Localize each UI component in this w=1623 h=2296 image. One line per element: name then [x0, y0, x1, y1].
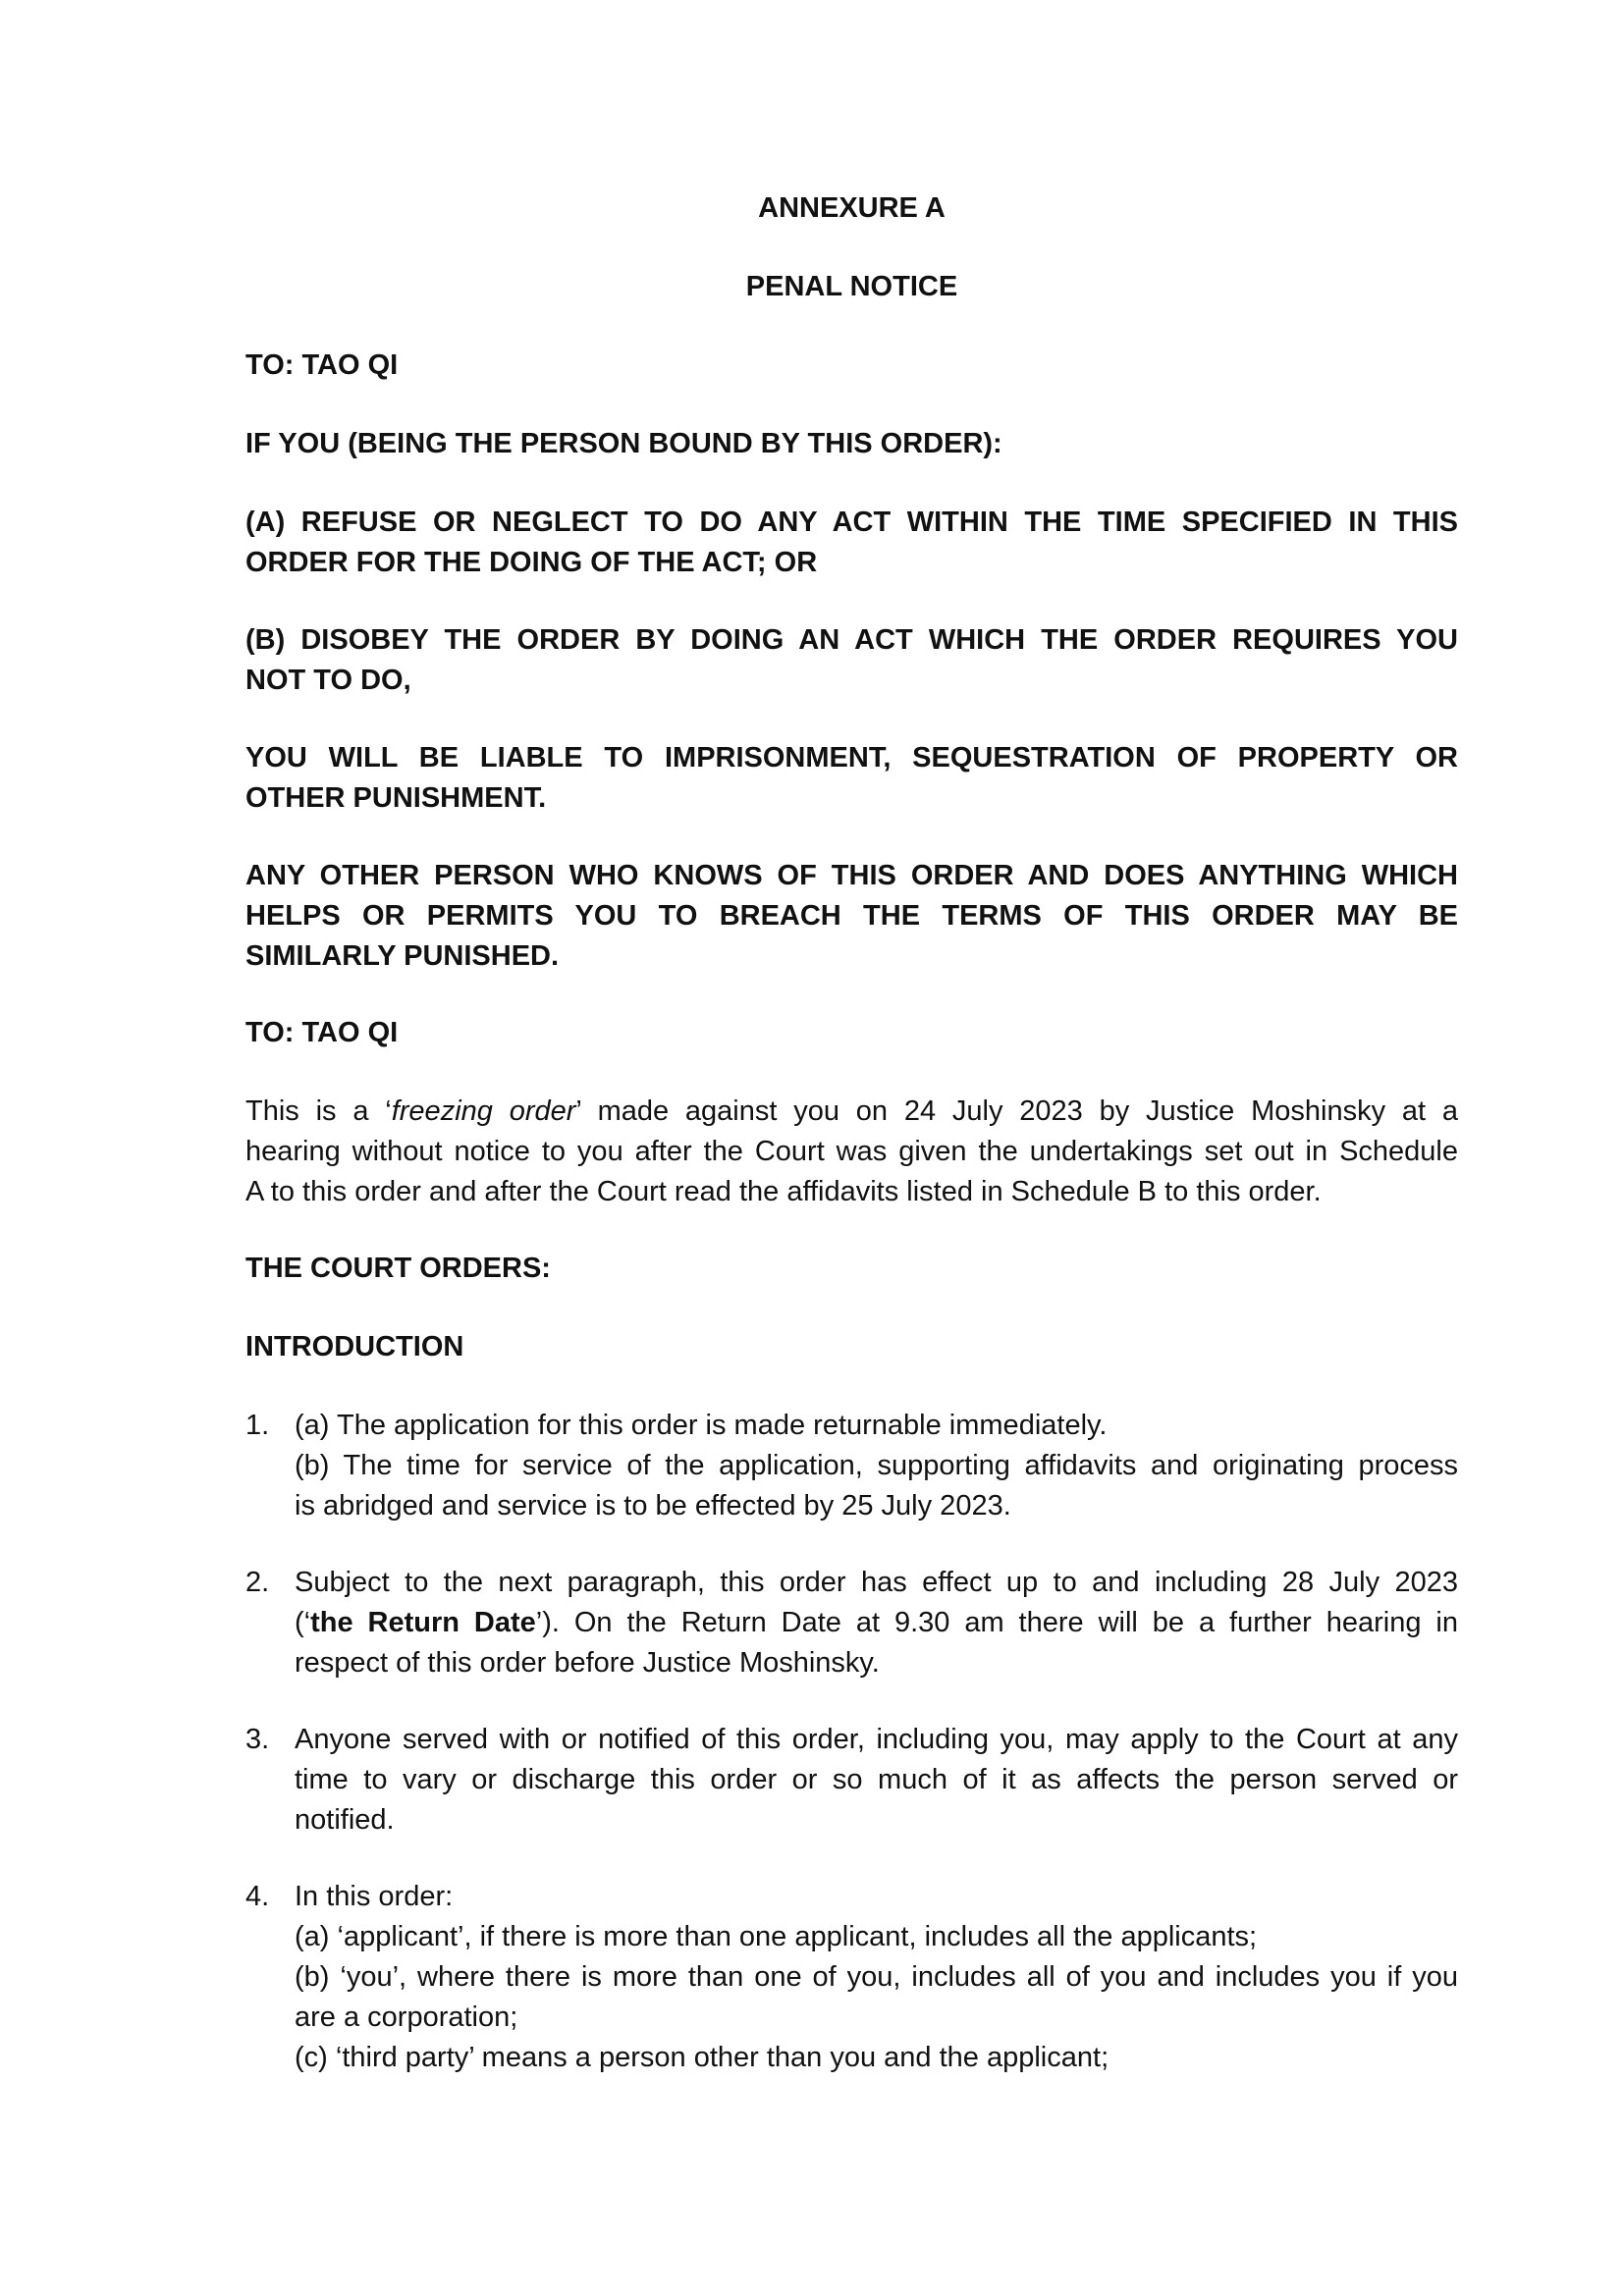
item-3-line-1: Anyone served with or notified of this order, including you, may apply to the Court at any — [295, 1724, 1458, 1755]
other-person-line-2: HELPS OR PERMITS YOU TO BREACH THE TERMS OF THIS ORDER MAY BE — [245, 900, 1458, 932]
court-orders-heading: THE COURT ORDERS: — [245, 1253, 551, 1284]
other-person-line-3: SIMILARLY PUNISHED. — [245, 940, 560, 972]
item-3-number: 3. — [245, 1724, 270, 1755]
item-2-line-3: respect of this order before Justice Moshinsky. — [295, 1647, 880, 1679]
clause-b — [245, 620, 1458, 701]
intro-paragraph — [245, 1092, 1458, 1212]
item-4-line-3: (b) ‘you’, where there is more than one of you, includes all of you and includes you if you — [295, 1961, 1458, 1993]
return-date-term: the Return Date — [310, 1607, 536, 1638]
liability-line-2: OTHER PUNISHMENT. — [245, 782, 547, 814]
freezing-order-term: freezing order — [391, 1095, 576, 1127]
clause-a-line-2: ORDER FOR THE DOING OF THE ACT; OR — [245, 547, 818, 578]
item-1-body — [295, 1406, 1458, 1526]
intro-line-1-pre: This is a ‘ — [245, 1095, 392, 1127]
item-1-line-2: (b) The time for service of the application, supporting affidavits and originating process — [295, 1450, 1458, 1481]
document-page — [245, 0, 1458, 2296]
item-1-line-1: (a) The application for this order is made returnable immediately. — [295, 1410, 1108, 1441]
item-2-number: 2. — [245, 1567, 270, 1598]
item-4-number: 4. — [245, 1881, 270, 1912]
item-4-line-4: are a corporation; — [295, 2002, 518, 2033]
to-line-first: TO: TAO QI — [245, 349, 399, 381]
item-1-line-3: is abridged and service is to be effected by 25 July 2023. — [295, 1490, 1011, 1522]
intro-line-1 — [245, 1092, 1458, 1132]
item-4-line-1: In this order: — [295, 1881, 454, 1912]
clause-a — [245, 503, 1458, 583]
item-3-line-2: time to vary or discharge this order or so much of it as affects the person served or — [295, 1764, 1458, 1795]
item-2-line-2-pre: (‘ — [295, 1607, 311, 1638]
annexure-title: ANNEXURE A — [758, 192, 946, 224]
item-4-line-2: (a) ‘applicant’, if there is more than one applicant, includes all the applicants; — [295, 1921, 1258, 1952]
clause-a-line-1: (A) REFUSE OR NEGLECT TO DO ANY ACT WITHIN THE TIME SPECIFIED IN THIS — [245, 507, 1458, 538]
other-person-line-1: ANY OTHER PERSON WHO KNOWS OF THIS ORDER AND DOES ANYTHING WHICH — [245, 860, 1458, 891]
liability-line-1: YOU WILL BE LIABLE TO IMPRISONMENT, SEQUESTRATION OF PROPERTY OR — [245, 742, 1458, 774]
item-2-body — [295, 1563, 1458, 1683]
item-3-line-3: notified. — [295, 1804, 395, 1836]
clause-b-line-2: NOT TO DO, — [245, 665, 411, 696]
to-line-second: TO: TAO QI — [245, 1017, 399, 1048]
intro-line-2: hearing without notice to you after the Court was given the undertakings set out in Schedule — [245, 1136, 1458, 1167]
item-3-body — [295, 1720, 1458, 1841]
item-2-line-1: Subject to the next paragraph, this order has effect up to and including 28 July 2023 — [295, 1567, 1458, 1598]
item-4-body — [295, 1877, 1458, 2078]
intro-line-3: A to this order and after the Court read the affidavits listed in Schedule B to this order. — [245, 1176, 1322, 1207]
clause-b-line-1: (B) DISOBEY THE ORDER BY DOING AN ACT WHICH THE ORDER REQUIRES YOU — [245, 624, 1458, 656]
item-1-number: 1. — [245, 1410, 270, 1441]
other-person-statement — [245, 856, 1458, 977]
introduction-heading: INTRODUCTION — [245, 1331, 464, 1362]
if-you-heading: IF YOU (BEING THE PERSON BOUND BY THIS ORDER): — [245, 428, 1002, 459]
item-2-line-2-post: ’). On the Return Date at 9.30 am there will be a further hearing in — [535, 1607, 1458, 1638]
notice-title: PENAL NOTICE — [745, 271, 958, 302]
intro-line-1-post: ’ made against you on 24 July 2023 by Justice Moshinsky at a — [575, 1095, 1458, 1127]
liability-statement — [245, 738, 1458, 819]
item-4-line-5: (c) ‘third party’ means a person other than you and the applicant; — [295, 2042, 1109, 2073]
item-2-line-2 — [295, 1603, 1458, 1643]
